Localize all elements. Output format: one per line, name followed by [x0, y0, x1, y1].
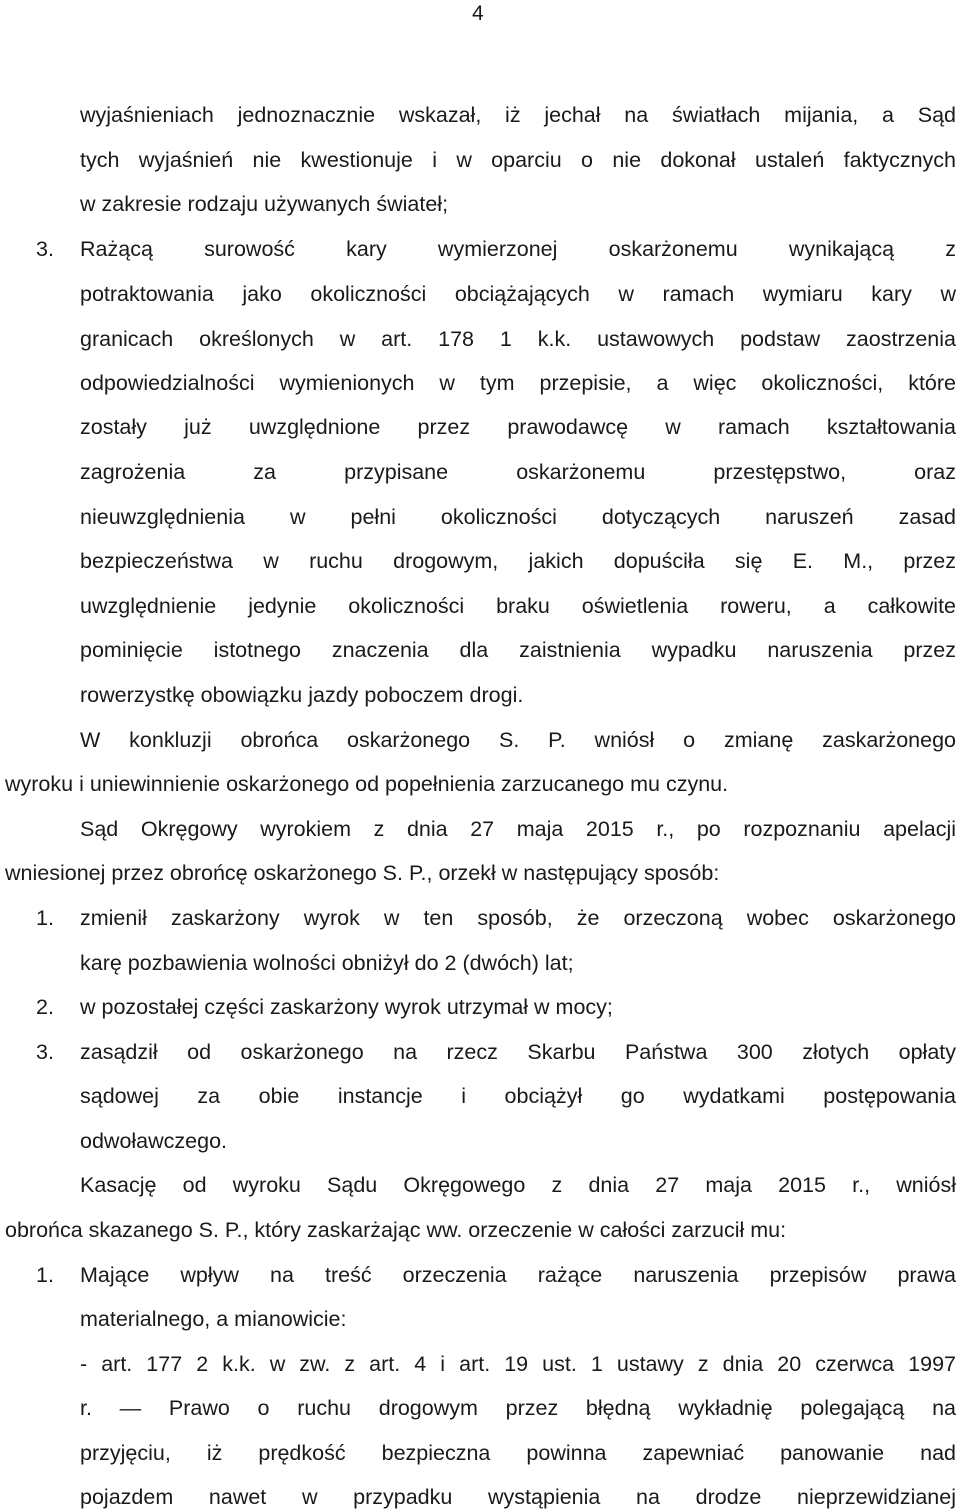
- text-line: materialnego, a mianowicie:: [80, 1307, 347, 1331]
- text-line: uwzględnienie jedynie okoliczności braku oświetlenia roweru, a całkowite: [80, 594, 956, 618]
- text-line: wyjaśnieniach jednoznacznie wskazał, iż jechał na światłach mijania, a Sąd: [80, 103, 956, 127]
- list-number: 1.: [36, 1263, 54, 1287]
- text-line: granicach określonych w art. 178 1 k.k. ustawowych podstaw zaostrzenia: [80, 327, 956, 351]
- text-line: pominięcie istotnego znaczenia dla zaistnienia wypadku naruszenia przez: [80, 638, 956, 662]
- list-number: 3.: [36, 1040, 54, 1064]
- text-line: nieuwzględnienia w pełni okoliczności dotyczących naruszeń zasad: [80, 505, 956, 529]
- text-line: zasądził od oskarżonego na rzecz Skarbu Państwa 300 złotych opłaty: [80, 1040, 956, 1064]
- text-line: rowerzystkę obowiązku jazdy poboczem drogi.: [80, 683, 524, 707]
- list-number: 3.: [36, 237, 54, 261]
- text-line: Kasację od wyroku Sądu Okręgowego z dnia 27 maja 2015 r., wniósł: [80, 1173, 956, 1197]
- text-line: Mające wpływ na treść orzeczenia rażące naruszenia przepisów prawa: [80, 1263, 956, 1287]
- text-line: Rażącą surowość kary wymierzonej oskarżonemu wynikającą z: [80, 237, 956, 261]
- page-number: 4: [472, 2, 484, 25]
- text-line: w pozostałej części zaskarżony wyrok utrzymał w mocy;: [80, 995, 613, 1019]
- text-line: - art. 177 2 k.k. w zw. z art. 4 i art. 19 ust. 1 ustawy z dnia 20 czerwca 1997: [80, 1352, 956, 1376]
- text-line: zostały już uwzględnione przez prawodawcę w ramach kształtowania: [80, 415, 956, 439]
- text-line: sądowej za obie instancje i obciążył go wydatkami postępowania: [80, 1084, 956, 1108]
- text-line: potraktowania jako okoliczności obciążających w ramach wymiaru kary w: [80, 282, 956, 306]
- text-line: W konkluzji obrońca oskarżonego S. P. wniósł o zmianę zaskarżonego: [80, 728, 956, 752]
- text-line: wniesionej przez obrońcę oskarżonego S. P., orzekł w następujący sposób:: [5, 861, 720, 885]
- list-number: 1.: [36, 906, 54, 930]
- list-number: 2.: [36, 995, 54, 1019]
- text-line: w zakresie rodzaju używanych świateł;: [80, 192, 449, 216]
- text-line: Sąd Okręgowy wyrokiem z dnia 27 maja 2015 r., po rozpoznaniu apelacji: [80, 817, 956, 841]
- text-line: odpowiedzialności wymienionych w tym przepisie, a więc okoliczności, które: [80, 371, 956, 395]
- text-line: zmienił zaskarżony wyrok w ten sposób, że orzeczoną wobec oskarżonego: [80, 906, 956, 930]
- text-line: wyroku i uniewinnienie oskarżonego od popełnienia zarzucanego mu czynu.: [5, 772, 729, 796]
- text-line: obrońca skazanego S. P., który zaskarżając ww. orzeczenie w całości zarzucił mu:: [5, 1218, 787, 1242]
- text-line: karę pozbawienia wolności obniżył do 2 (dwóch) lat;: [80, 951, 574, 975]
- text-line: zagrożenia za przypisane oskarżonemu przestępstwo, oraz: [80, 460, 956, 484]
- text-line: r. ― Prawo o ruchu drogowym przez błędną wykładnię polegającą na: [80, 1396, 956, 1420]
- text-line: pojazdem nawet w przypadku wystąpienia na drodze nieprzewidzianej: [80, 1485, 956, 1509]
- text-line: odwoławczego.: [80, 1129, 228, 1153]
- text-line: tych wyjaśnień nie kwestionuje i w oparciu o nie dokonał ustaleń faktycznych: [80, 148, 956, 172]
- text-line: bezpieczeństwa w ruchu drogowym, jakich dopuściła się E. M., przez: [80, 549, 956, 573]
- text-line: przyjęciu, iż prędkość bezpieczna powinna zapewniać panowanie nad: [80, 1441, 956, 1465]
